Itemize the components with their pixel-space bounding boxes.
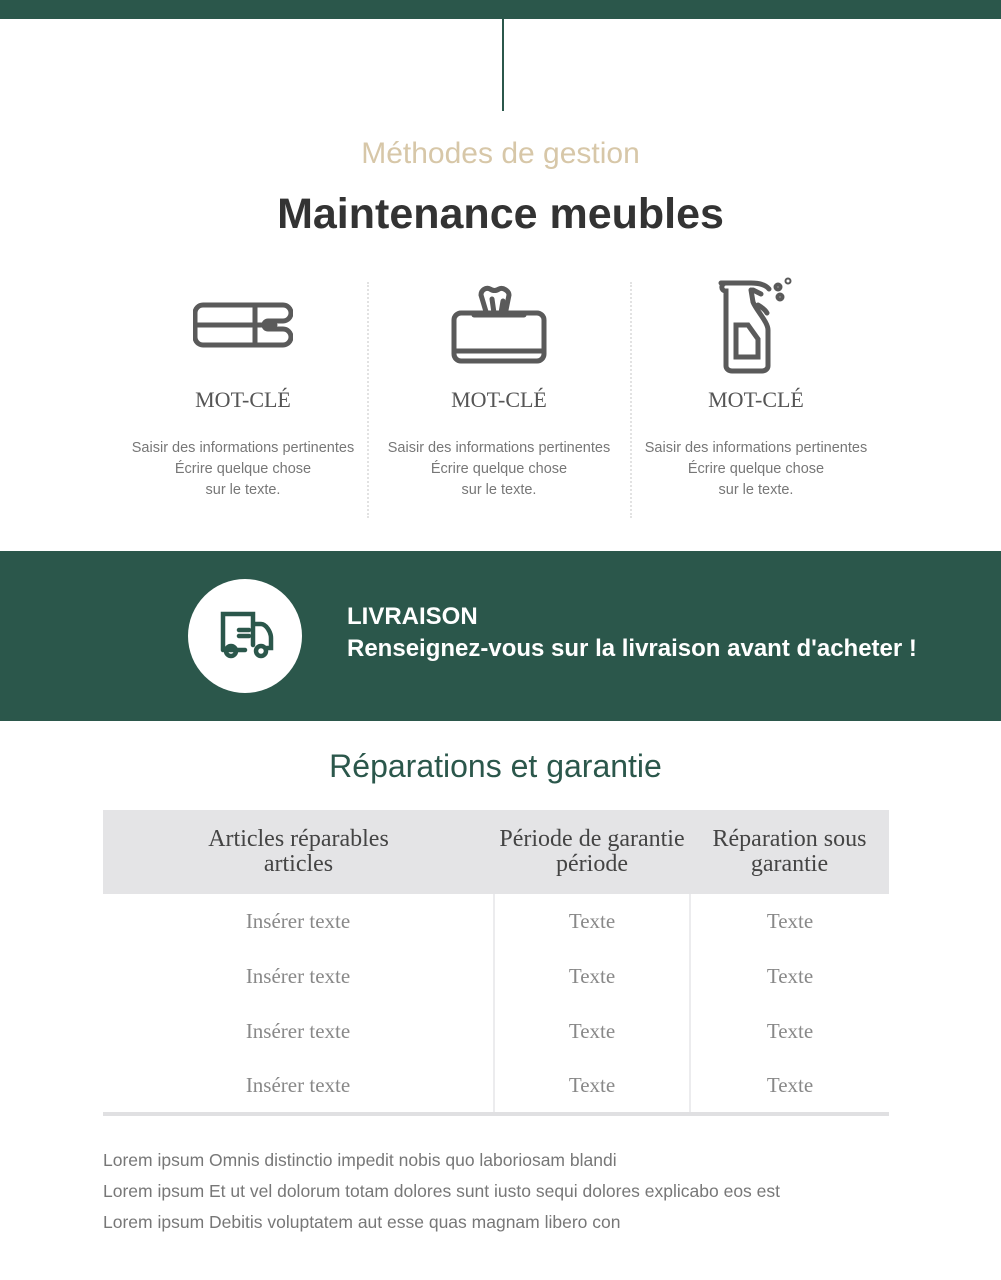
table-cell: Texte [494,1059,690,1114]
towels-icon [193,275,293,375]
table-cell: Insérer texte [245,964,351,988]
feature-text: Écrire quelque chose [687,461,825,477]
table-cell: Texte [690,949,889,1004]
table-cell: Texte [690,894,889,949]
tissue-box-icon [449,275,549,375]
table-row [103,894,889,949]
table-row [103,1004,889,1059]
truck-icon [215,610,275,662]
divider-line [502,19,504,111]
table-cell: Insérer texte [245,1019,351,1043]
delivery-text: Renseignez-vous sur la livraison avant d'acheter ! [347,635,917,662]
feature-text: Saisir des informations pertinentes [131,440,355,456]
delivery-title: LIVRAISON [347,603,478,630]
repairs-title: Réparations et garantie [329,748,662,784]
feature-text: sur le texte. [205,482,281,498]
column-header: Réparation sous garantie [690,810,889,894]
feature-card [371,275,627,501]
spray-bottle-icon [706,275,806,375]
feature-text: sur le texte. [461,482,537,498]
note-line: Lorem ipsum Et ut vel dolorum totam dolores sunt iusto sequi dolores explicabo eos est [103,1181,781,1201]
feature-keyword: MOT-CLÉ [451,387,547,412]
warranty-table [103,810,889,1116]
note-line: Lorem ipsum Debitis voluptatem aut esse quas magnam libero con [103,1212,621,1232]
feature-card [628,275,884,501]
column-separator [367,282,369,518]
feature-card [115,275,371,501]
feature-text: sur le texte. [718,482,794,498]
table-cell: Texte [494,1004,690,1059]
notes [103,1145,780,1238]
table-cell: Texte [690,1059,889,1114]
section-subtitle: Méthodes de gestion [361,137,640,170]
feature-text: Saisir des informations pertinentes [387,440,611,456]
table-cell: Texte [690,1004,889,1059]
table-row [103,949,889,1004]
column-header: Articles réparables articles [103,810,494,894]
delivery-icon-circle [188,579,302,693]
note-line: Lorem ipsum Omnis distinctio impedit nobis quo laboriosam blandi [103,1150,617,1170]
table-cell: Insérer texte [245,909,351,933]
table-row [103,1059,889,1114]
page-title: Maintenance meubles [277,190,724,238]
table-cell: Texte [494,949,690,1004]
column-header: Période de garantie période [494,810,690,894]
table-cell: Texte [494,894,690,949]
table-cell: Insérer texte [103,1059,494,1114]
feature-keyword: MOT-CLÉ [708,387,804,412]
top-bar [0,0,1001,19]
feature-text: Saisir des informations pertinentes [644,440,868,456]
feature-text: Écrire quelque chose [174,461,312,477]
feature-keyword: MOT-CLÉ [195,387,291,412]
feature-text: Écrire quelque chose [430,461,568,477]
